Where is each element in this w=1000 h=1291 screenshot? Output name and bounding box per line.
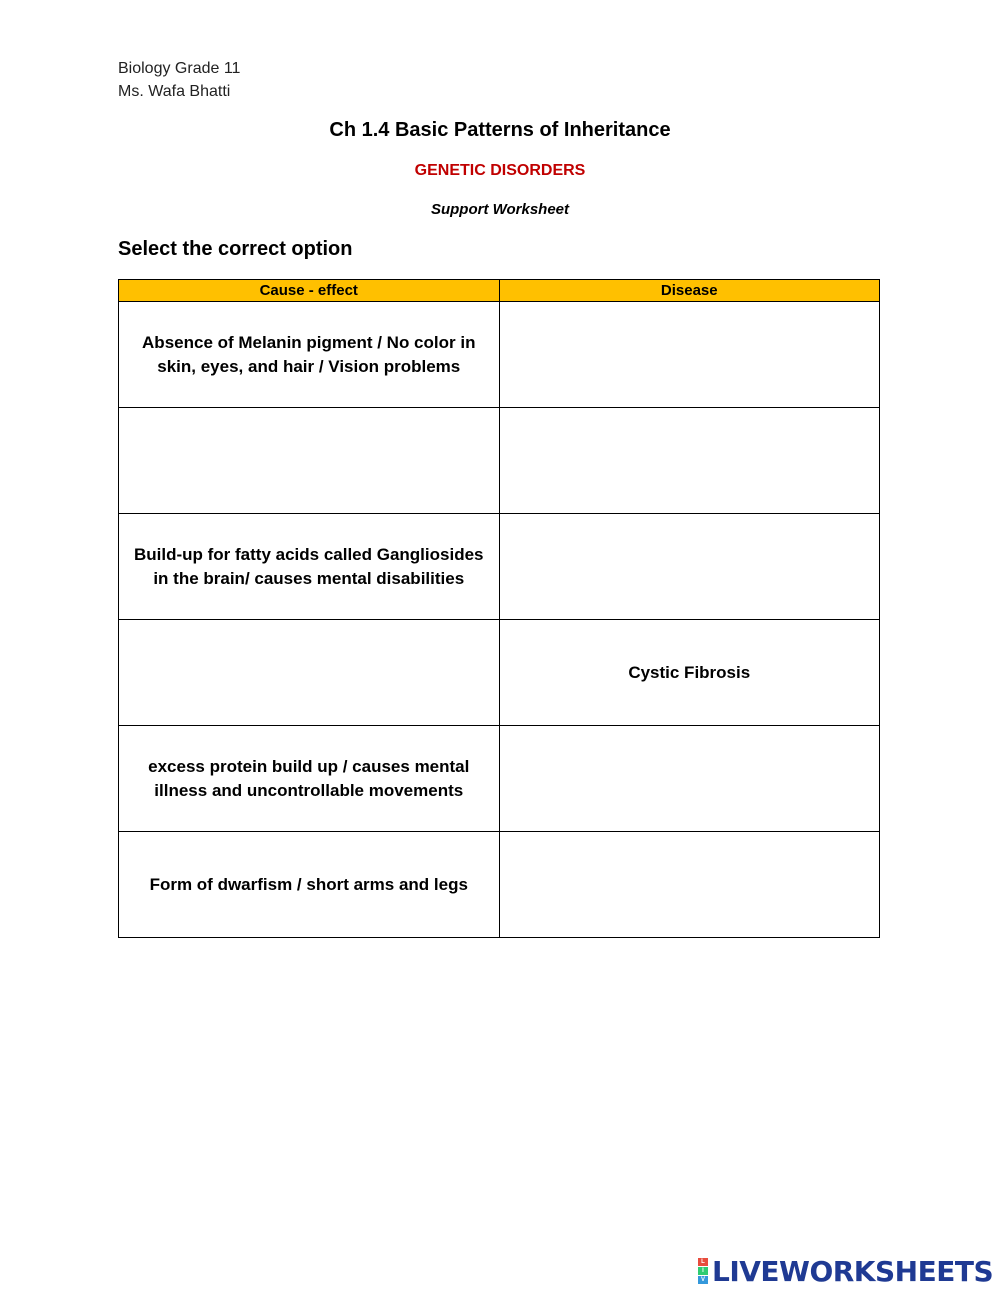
logo-text: LIVEWORKSHEETS: [712, 1254, 994, 1288]
matching-table: [118, 279, 880, 938]
logo-mark-icon: [698, 1258, 708, 1284]
worksheet-type-label: Support Worksheet: [430, 201, 570, 218]
cause-cell: Form of dwarfism / short arms and legs: [119, 832, 500, 938]
teacher-label: Ms. Wafa Bhatti: [118, 83, 231, 100]
logo-mark-letter: L: [698, 1258, 708, 1266]
table-row: [119, 514, 880, 620]
disease-answer-cell[interactable]: [499, 302, 880, 408]
disease-answer-cell[interactable]: [499, 408, 880, 514]
table-row: [119, 620, 880, 726]
disease-answer-cell[interactable]: [499, 726, 880, 832]
table-row: [119, 302, 880, 408]
logo-mark-letter: V: [698, 1276, 708, 1284]
table-row: [119, 832, 880, 938]
column-header-disease: Disease: [499, 280, 880, 302]
disease-answer-cell[interactable]: [499, 514, 880, 620]
cause-cell: excess protein build up / causes mental illness and uncontrollable movements: [119, 726, 500, 832]
logo-mark-letter: I: [698, 1267, 708, 1275]
table-header-row: [119, 280, 880, 302]
table-row: [119, 726, 880, 832]
disease-cell: Cystic Fibrosis: [499, 620, 880, 726]
subject-label: Biology Grade 11: [118, 60, 241, 77]
page-subtitle: GENETIC DISORDERS: [414, 162, 586, 179]
cause-answer-cell[interactable]: [119, 408, 500, 514]
table-row: [119, 408, 880, 514]
cause-answer-cell[interactable]: [119, 620, 500, 726]
page-title: Ch 1.4 Basic Patterns of Inheritance: [329, 119, 671, 141]
column-header-cause: Cause - effect: [119, 280, 500, 302]
cause-cell: Build-up for fatty acids called Gangliosides in the brain/ causes mental disabilities: [119, 514, 500, 620]
liveworksheets-logo: [698, 1255, 993, 1287]
disease-answer-cell[interactable]: [499, 832, 880, 938]
cause-cell: Absence of Melanin pigment / No color in skin, eyes, and hair / Vision problems: [119, 302, 500, 408]
instruction-heading: Select the correct option: [118, 238, 353, 260]
